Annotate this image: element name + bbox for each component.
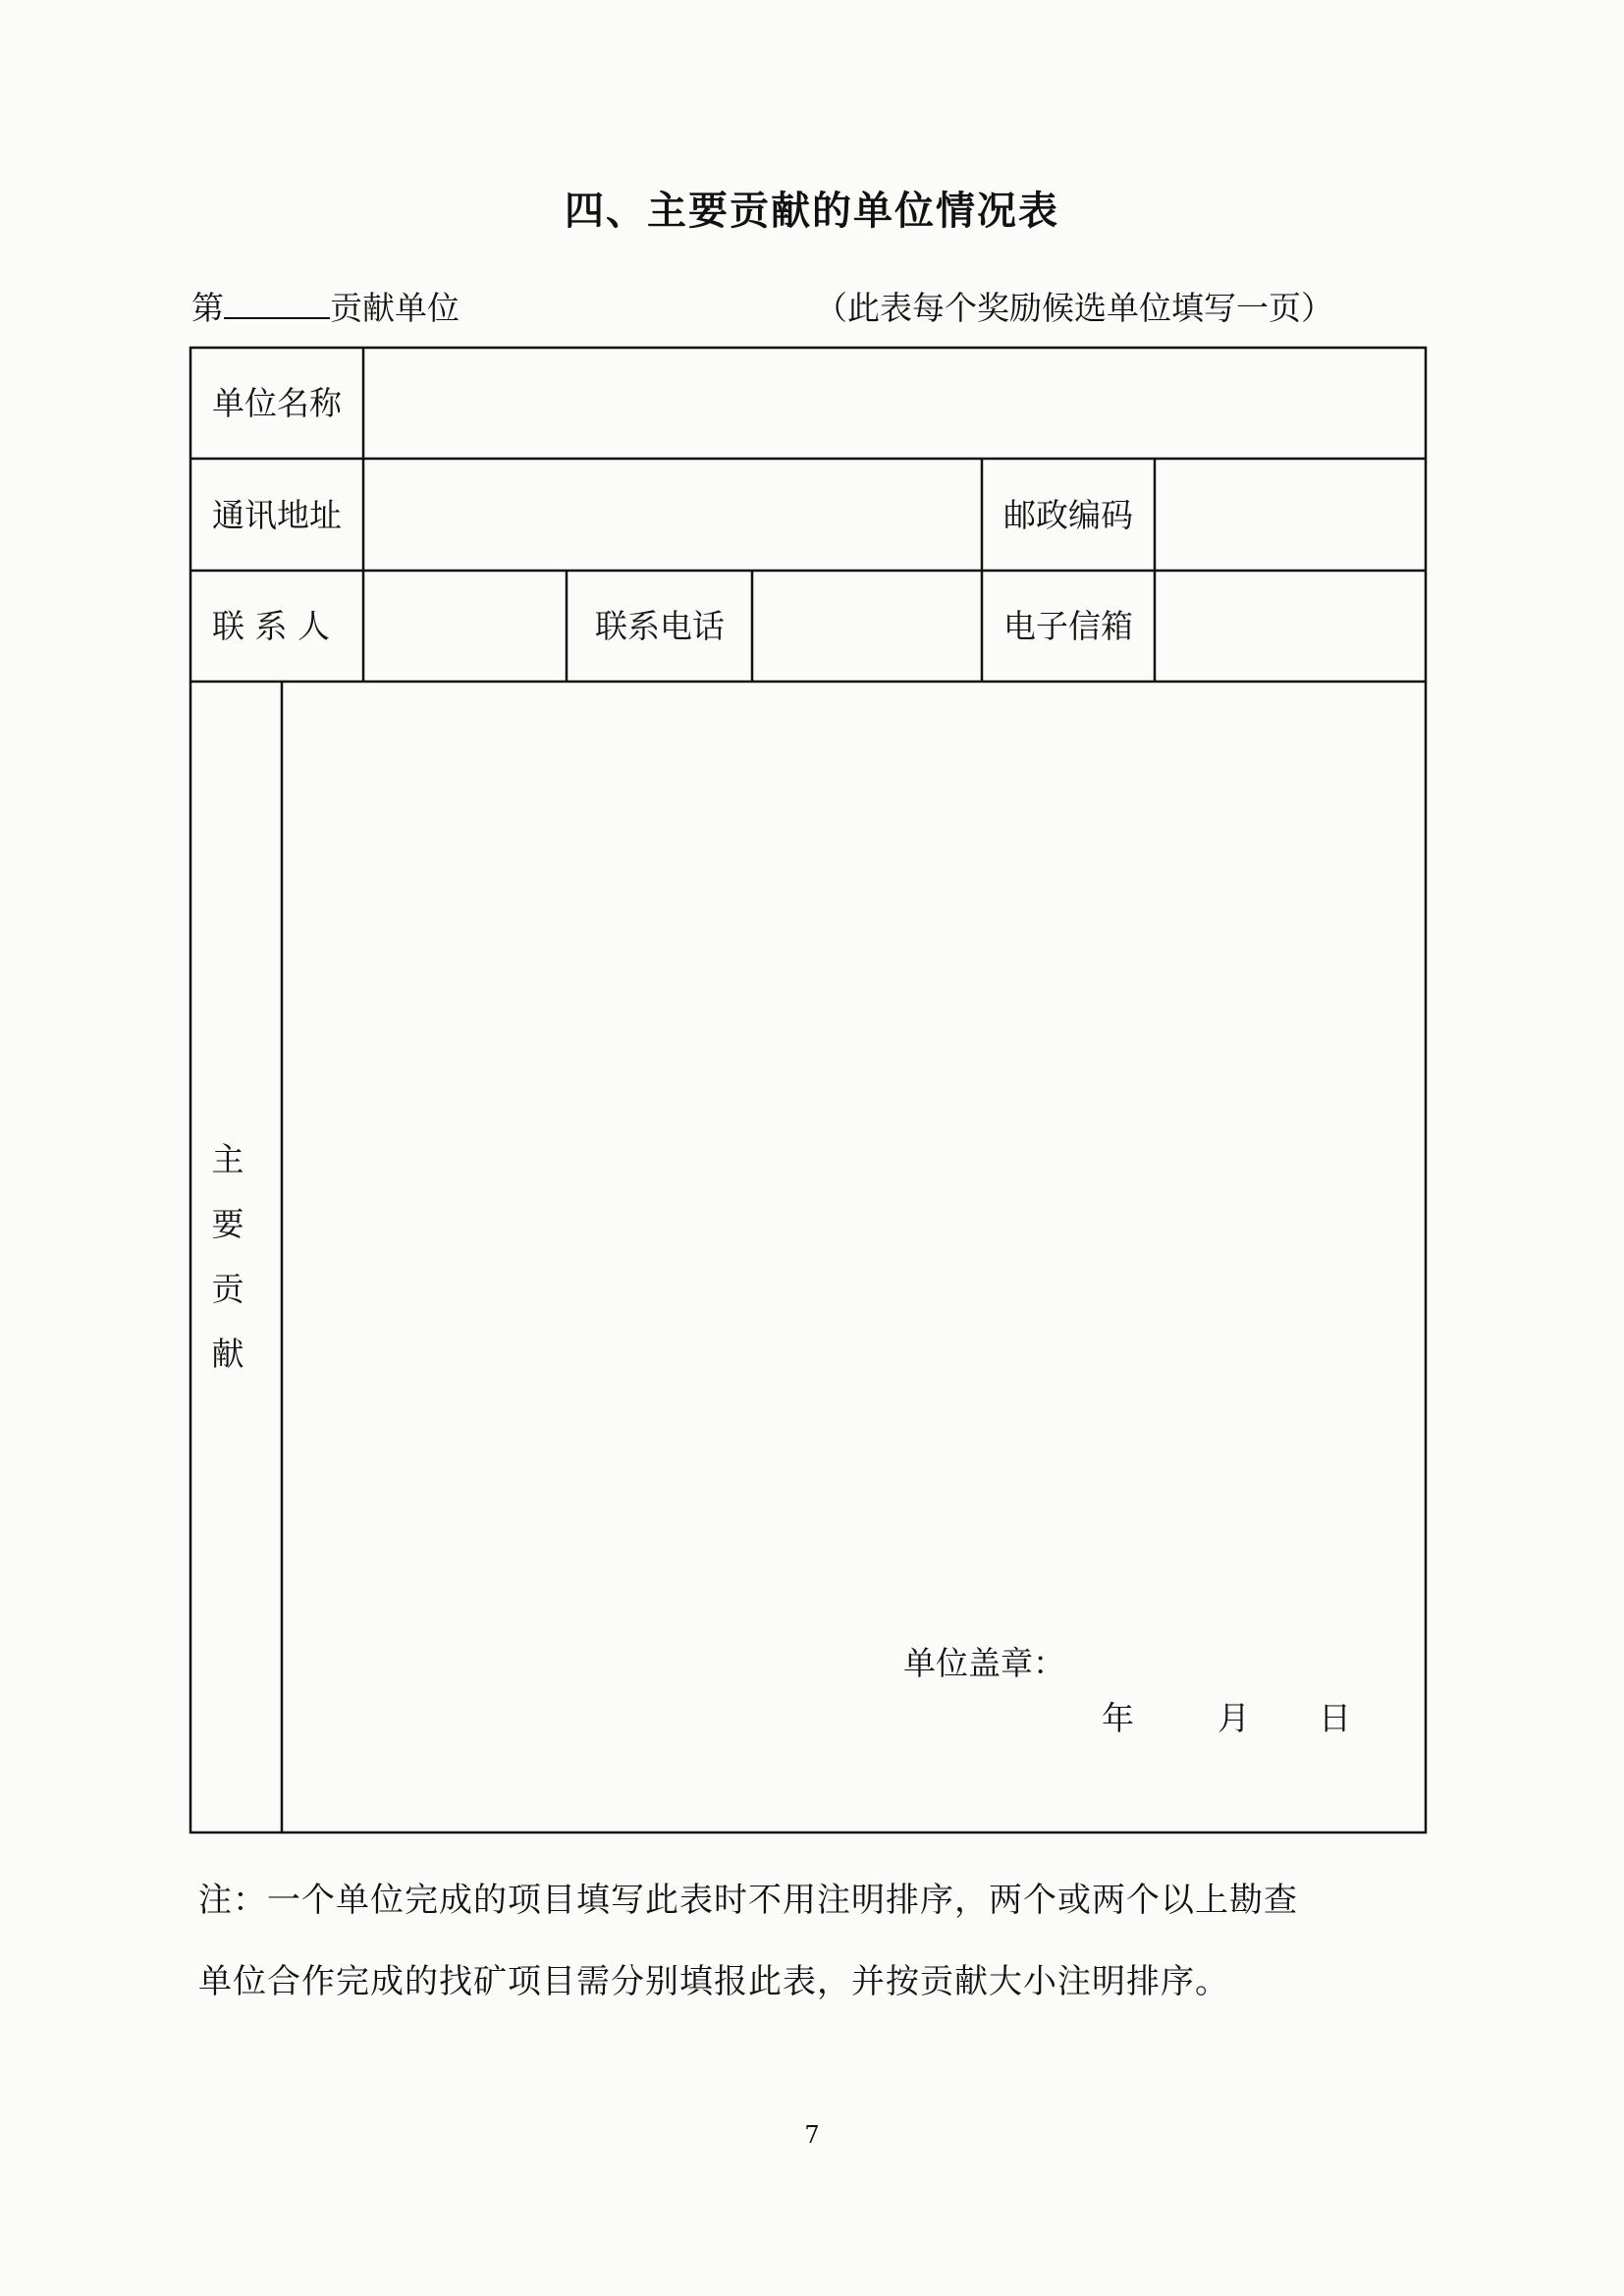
date-day-label: 日 (1319, 1699, 1351, 1737)
page-number: 7 (804, 2121, 820, 2149)
postal-code-label: 邮政编码 (1003, 496, 1133, 534)
date-month-label: 月 (1218, 1699, 1250, 1737)
date-year-label: 年 (1102, 1699, 1134, 1737)
page-title: 四、主要贡献的单位情况表 (565, 189, 1059, 234)
contact-person-field[interactable] (365, 573, 565, 680)
main-contribution-char: 要 (211, 1205, 244, 1243)
email-label: 电子信箱 (1003, 607, 1133, 645)
main-contribution-char: 主 (211, 1140, 244, 1178)
email-field[interactable] (1157, 573, 1424, 680)
main-contribution-label (208, 1127, 247, 1387)
contact-person-label: 联 系 人 (212, 607, 330, 645)
main-contribution-char: 献 (211, 1335, 244, 1373)
contact-phone-field[interactable] (568, 573, 750, 680)
contact-phone-label: 联系电话 (595, 607, 725, 645)
unit-name-field[interactable] (365, 350, 1424, 457)
note-line-1: 注：一个单位完成的项目填写此表时不用注明排序，两个或两个以上勘查 (198, 1881, 1298, 1920)
seal-label: 单位盖章： (903, 1644, 1065, 1682)
main-contribution-field[interactable] (284, 683, 1424, 1831)
unit-name-label: 单位名称 (212, 384, 342, 422)
fill-instruction: （此表每个奖励候选单位填写一页） (815, 289, 1333, 327)
note-line-2: 单位合作完成的找矿项目需分别填报此表，并按贡献大小注明排序。 (198, 1962, 1229, 2001)
main-contribution-char: 贡 (211, 1270, 244, 1308)
address-field[interactable] (365, 461, 980, 569)
address-label: 通讯地址 (212, 496, 342, 534)
rank-prefix: 第 (191, 289, 224, 327)
rank-suffix: 贡献单位 (330, 289, 460, 327)
postal-code-field[interactable] (1157, 461, 1424, 569)
